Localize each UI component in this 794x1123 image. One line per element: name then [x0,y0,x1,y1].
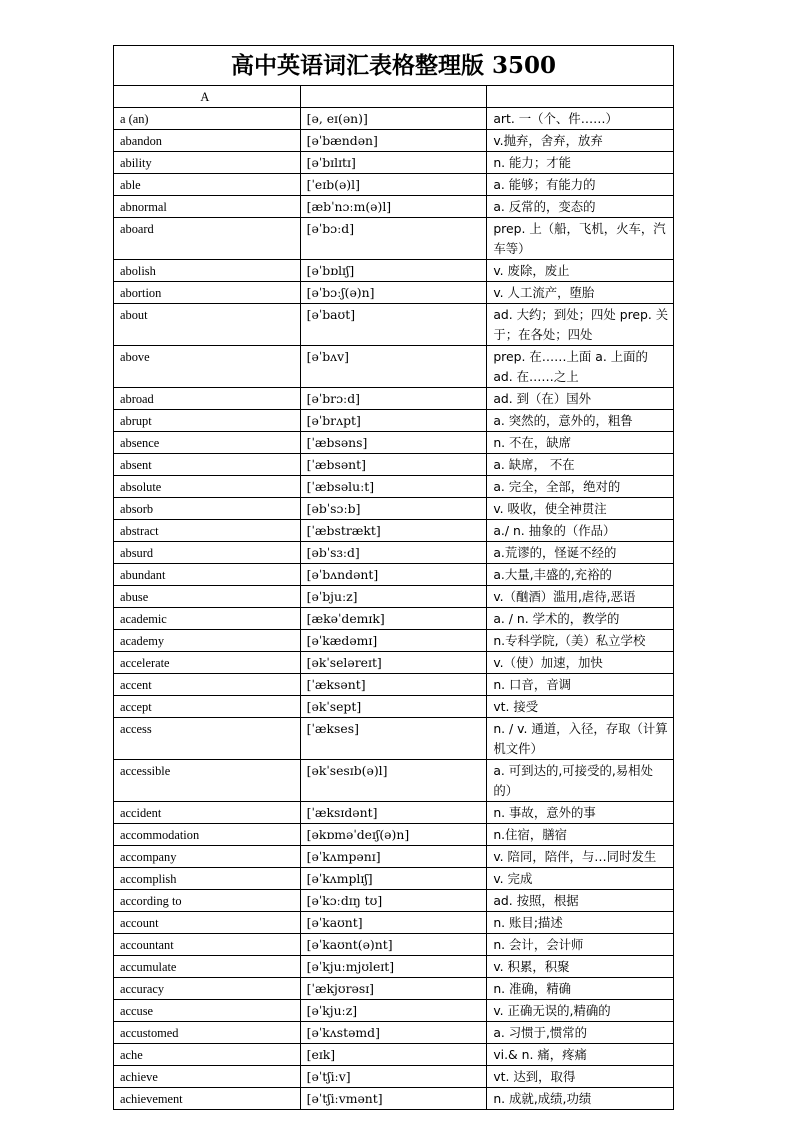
table-row [114,152,674,174]
meaning-cell: v.（酗酒）滥用,虐待,恶语 [487,586,674,608]
meaning-cell: vt. 接受 [487,696,674,718]
phonetic-cell: [ˈækses] [300,718,487,760]
table-row [114,1088,674,1110]
phonetic-cell: [ˈæbsəluːt] [300,476,487,498]
word-cell: account [114,912,301,934]
word-cell: a (an) [114,108,301,130]
table-row [114,498,674,520]
table-row [114,1044,674,1066]
table-row [114,802,674,824]
word-cell: achievement [114,1088,301,1110]
table-row [114,652,674,674]
table-row [114,108,674,130]
table-row [114,630,674,652]
meaning-cell: vt. 达到，取得 [487,1066,674,1088]
word-cell: abroad [114,388,301,410]
phonetic-cell: [ækəˈdemɪk] [300,608,487,630]
meaning-cell: n. 账目;描述 [487,912,674,934]
meaning-cell: n. 准确，精确 [487,978,674,1000]
phonetic-cell: [ə, eɪ(ən)] [300,108,487,130]
word-cell: absolute [114,476,301,498]
meaning-cell: n. 不在，缺席 [487,432,674,454]
phonetic-cell: [əkˈsesɪb(ə)l] [300,760,487,802]
word-cell: accompany [114,846,301,868]
table-row [114,432,674,454]
phonetic-cell: [ˈækjʊrəsɪ] [300,978,487,1000]
word-cell: accuse [114,1000,301,1022]
word-cell: accident [114,802,301,824]
meaning-cell: v. 人工流产，堕胎 [487,282,674,304]
phonetic-cell: [əˈkjuːmjʊleɪt] [300,956,487,978]
word-cell: accuracy [114,978,301,1000]
phonetic-cell: [əkˈsept] [300,696,487,718]
meaning-cell: a./ n. 抽象的（作品） [487,520,674,542]
word-cell: abortion [114,282,301,304]
meaning-cell: vi.& n. 痛，疼痛 [487,1044,674,1066]
word-cell: absent [114,454,301,476]
phonetic-cell: [ˈæksənt] [300,674,487,696]
table-row [114,410,674,432]
word-cell: accommodation [114,824,301,846]
word-cell: accent [114,674,301,696]
word-cell: absurd [114,542,301,564]
page-title: 高中英语词汇表格整理版 3500 [114,46,674,86]
meaning-cell: v. 陪同，陪伴，与…同时发生 [487,846,674,868]
word-cell: absence [114,432,301,454]
meaning-cell: a. 反常的，变态的 [487,196,674,218]
meaning-cell: v. 正确无误的,精确的 [487,1000,674,1022]
meaning-cell: n. 能力；才能 [487,152,674,174]
table-row [114,454,674,476]
section-empty-cell [487,86,674,108]
meaning-cell: v. 完成 [487,868,674,890]
word-cell: abrupt [114,410,301,432]
word-cell: abundant [114,564,301,586]
word-cell: abstract [114,520,301,542]
title-row [114,46,674,86]
meaning-cell: a.荒谬的，怪诞不经的 [487,542,674,564]
table-row [114,1022,674,1044]
word-cell: abolish [114,260,301,282]
meaning-cell: a. 突然的，意外的，粗鲁 [487,410,674,432]
word-cell: aboard [114,218,301,260]
table-row [114,1000,674,1022]
phonetic-cell: [əˈkʌstəmd] [300,1022,487,1044]
phonetic-cell: [əˈtʃiːvmənt] [300,1088,487,1110]
phonetic-cell: [əbˈsɔːb] [300,498,487,520]
table-row [114,674,674,696]
phonetic-cell: [ˈæksɪdənt] [300,802,487,824]
phonetic-cell: [əˈbʌndənt] [300,564,487,586]
table-row [114,586,674,608]
meaning-cell: n. 会计，会计师 [487,934,674,956]
meaning-cell: prep. 上（船，飞机，火车，汽车等） [487,218,674,260]
phonetic-cell: [əˈbʌv] [300,346,487,388]
meaning-cell: n. / v. 通道，入径，存取（计算机文件） [487,718,674,760]
phonetic-cell: [əˈkaʊnt(ə)nt] [300,934,487,956]
word-cell: accept [114,696,301,718]
table-row [114,218,674,260]
meaning-cell: n. 成就,成绩,功绩 [487,1088,674,1110]
table-row [114,956,674,978]
phonetic-cell: [əˈbrʌpt] [300,410,487,432]
phonetic-cell: [əˈkʌmpənɪ] [300,846,487,868]
word-cell: accomplish [114,868,301,890]
phonetic-cell: [əˈbaʊt] [300,304,487,346]
meaning-cell: ad. 大约；到处；四处 prep. 关于；在各处；四处 [487,304,674,346]
table-row [114,1066,674,1088]
meaning-cell: v.抛弃，舍弃，放弃 [487,130,674,152]
table-row [114,346,674,388]
phonetic-cell: [ˈeɪb(ə)l] [300,174,487,196]
meaning-cell: n. 事故，意外的事 [487,802,674,824]
meaning-cell: v. 积累，积聚 [487,956,674,978]
table-row [114,868,674,890]
section-header-row [114,86,674,108]
phonetic-cell: [əkˈseləreɪt] [300,652,487,674]
phonetic-cell: [æbˈnɔːm(ə)l] [300,196,487,218]
meaning-cell: a.大量,丰盛的,充裕的 [487,564,674,586]
word-cell: abnormal [114,196,301,218]
section-empty-cell [300,86,487,108]
phonetic-cell: [eɪk] [300,1044,487,1066]
table-row [114,196,674,218]
phonetic-cell: [əˈbɔːd] [300,218,487,260]
phonetic-cell: [ˈæbstrækt] [300,520,487,542]
phonetic-cell: [ˈæbsənt] [300,454,487,476]
table-row [114,260,674,282]
phonetic-cell: [əˈkaʊnt] [300,912,487,934]
table-row [114,824,674,846]
word-cell: academic [114,608,301,630]
word-cell: access [114,718,301,760]
word-cell: ability [114,152,301,174]
table-row [114,388,674,410]
table-row [114,696,674,718]
phonetic-cell: [əˈbɪlɪtɪ] [300,152,487,174]
phonetic-cell: [əˈbjuːz] [300,586,487,608]
vocabulary-table [113,45,674,1110]
word-cell: accelerate [114,652,301,674]
table-row [114,542,674,564]
word-cell: accustomed [114,1022,301,1044]
meaning-cell: v. 吸收，使全神贯注 [487,498,674,520]
phonetic-cell: [əˈbɒlɪʃ] [300,260,487,282]
phonetic-cell: [əˈkɔːdɪŋ tʊ] [300,890,487,912]
table-row [114,130,674,152]
table-row [114,760,674,802]
word-cell: ache [114,1044,301,1066]
meaning-cell: art. 一（个、件……） [487,108,674,130]
table-row [114,564,674,586]
word-cell: accountant [114,934,301,956]
meaning-cell: ad. 按照，根据 [487,890,674,912]
section-letter: A [114,86,301,108]
word-cell: absorb [114,498,301,520]
phonetic-cell: [əbˈsɜːd] [300,542,487,564]
phonetic-cell: [əˈbɔːʃ(ə)n] [300,282,487,304]
phonetic-cell: [əˈkjuːz] [300,1000,487,1022]
table-row [114,608,674,630]
meaning-cell: n. 口音，音调 [487,674,674,696]
word-cell: achieve [114,1066,301,1088]
table-row [114,934,674,956]
word-cell: about [114,304,301,346]
word-cell: able [114,174,301,196]
vocabulary-table-body [114,46,674,1110]
phonetic-cell: [əˈbændən] [300,130,487,152]
table-row [114,978,674,1000]
table-row [114,520,674,542]
table-row [114,476,674,498]
table-row [114,304,674,346]
meaning-cell: v. 废除，废止 [487,260,674,282]
word-cell: above [114,346,301,388]
meaning-cell: v.（使）加速，加快 [487,652,674,674]
meaning-cell: n.专科学院,（美）私立学校 [487,630,674,652]
meaning-cell: a. 可到达的,可接受的,易相处的） [487,760,674,802]
table-row [114,718,674,760]
meaning-cell: ad. 到（在）国外 [487,388,674,410]
meaning-cell: prep. 在……上面 a. 上面的 ad. 在……之上 [487,346,674,388]
meaning-cell: a. 能够；有能力的 [487,174,674,196]
phonetic-cell: [əkɒməˈdeɪʃ(ə)n] [300,824,487,846]
meaning-cell: n.住宿，膳宿 [487,824,674,846]
table-row [114,282,674,304]
meaning-cell: a. 完全，全部，绝对的 [487,476,674,498]
phonetic-cell: [əˈtʃiːv] [300,1066,487,1088]
word-cell: academy [114,630,301,652]
phonetic-cell: [ˈæbsəns] [300,432,487,454]
word-cell: accumulate [114,956,301,978]
phonetic-cell: [əˈbrɔːd] [300,388,487,410]
meaning-cell: a. 缺席， 不在 [487,454,674,476]
meaning-cell: a. 习惯于,惯常的 [487,1022,674,1044]
word-cell: accessible [114,760,301,802]
word-cell: abuse [114,586,301,608]
word-cell: abandon [114,130,301,152]
phonetic-cell: [əˈkædəmɪ] [300,630,487,652]
word-cell: according to [114,890,301,912]
phonetic-cell: [əˈkʌmplɪʃ] [300,868,487,890]
table-row [114,174,674,196]
table-row [114,846,674,868]
table-row [114,912,674,934]
table-row [114,890,674,912]
meaning-cell: a. / n. 学术的，教学的 [487,608,674,630]
